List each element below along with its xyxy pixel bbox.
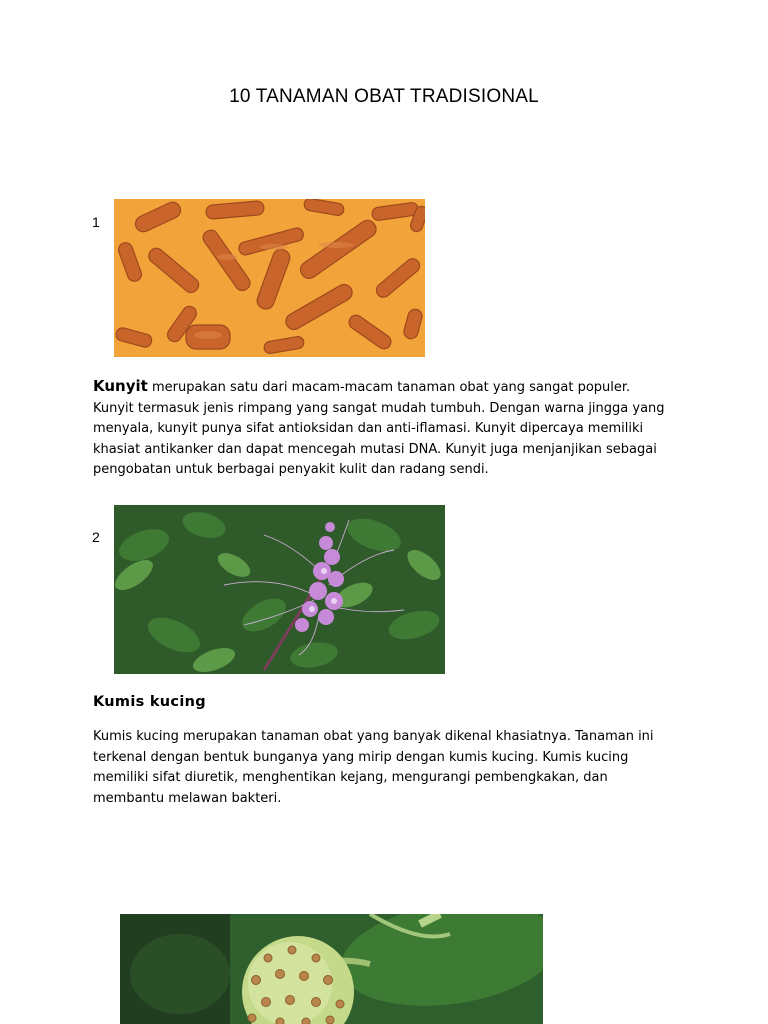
item-name: Kunyit: [93, 377, 148, 395]
item-name: Kumis kucing: [93, 694, 206, 710]
item-number: 2: [92, 529, 100, 545]
item-paragraph: [93, 376, 673, 481]
item-description: Kumis kucing merupakan tanaman obat yang banyak dikenal khasiatnya. Tanaman ini terkenal dengan bentuk bunganya yang mirip dengan kumis kucing. Kumis kucing memiliki sifat diuretik, menghentikan kejang, mengurangi pembengkakan, dan membantu melawan bakteri.: [93, 729, 654, 806]
turmeric-image: [114, 199, 425, 357]
noni-image: [120, 914, 543, 1024]
item-number: 1: [92, 214, 100, 230]
kumis-kucing-image: [114, 505, 445, 674]
item-description: merupakan satu dari macam-macam tanaman obat yang sangat populer. Kunyit termasuk jenis rimpang yang sangat mudah tumbuh. Dengan warna jingga yang menyala, kunyit punya sifat antioksidan dan anti-iflamasi. Kunyit dipercaya memiliki khasiat antikanker dan dapat mencegah mutasi DNA. Kunyit juga menjanjikan sebagai pengobatan untuk berbagai penyakit kulit dan radang sendi.: [93, 380, 665, 477]
page-title: 10 TANAMAN OBAT TRADISIONAL: [229, 86, 539, 107]
